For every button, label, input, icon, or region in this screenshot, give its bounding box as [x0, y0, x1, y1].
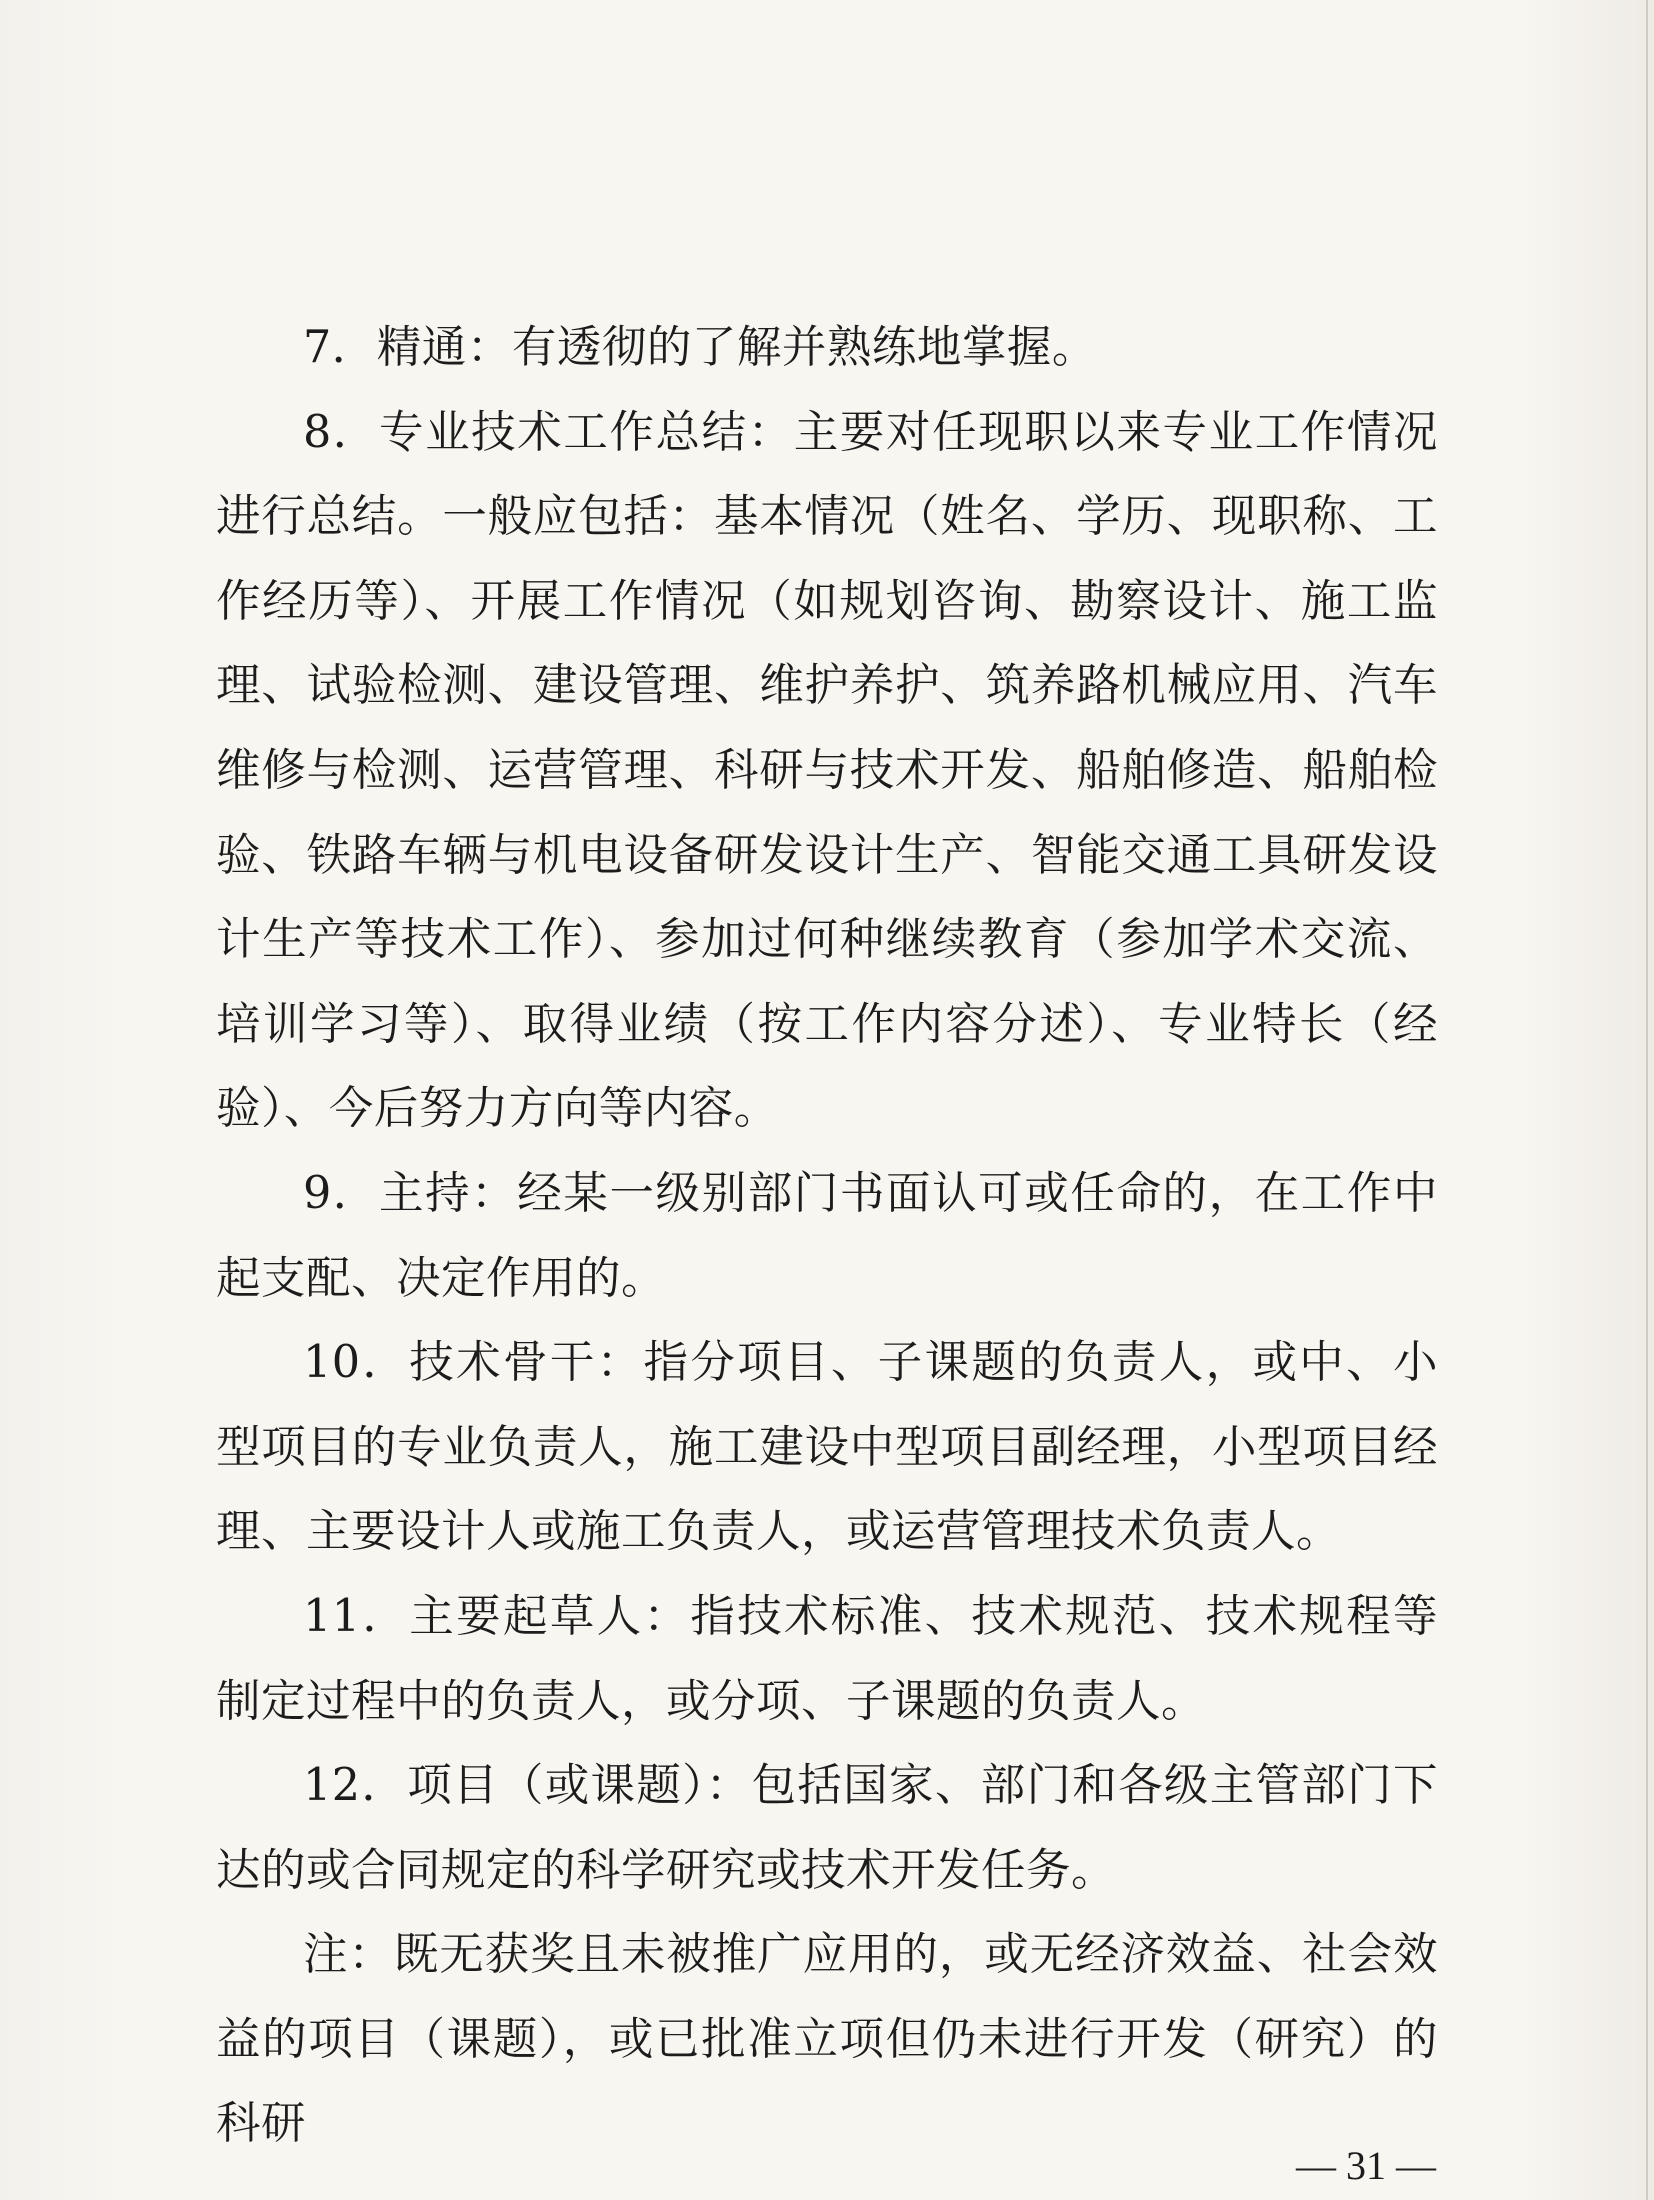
paragraph-7: 7．精通：有透彻的了解并熟练地掌握。	[303, 322, 1097, 373]
paragraph-11: 11．主要起草人：指技术标准、技术规范、技术规程等制定过程中的负责人，或分项、子课题的负责人。	[216, 1590, 1438, 1727]
document-body	[216, 306, 1438, 2167]
paragraph-9: 9．主持：经某一级别部门书面认可或任命的，在工作中起支配、决定作用的。	[216, 1167, 1438, 1304]
page-number: — 31 —	[1296, 2143, 1436, 2188]
paragraph-12: 12．项目（或课题）：包括国家、部门和各级主管部门下达的或合同规定的科学研究或技术开发任务。	[216, 1760, 1438, 1896]
note-paragraph: 注：既无获奖且未被推广应用的，或无经济效益、社会效益的项目（课题），或已批准立项但仍未进行开发（研究）的科研	[216, 1929, 1438, 2150]
page-edge-line	[1646, 0, 1648, 2200]
paragraph-8: 8．专业技术工作总结：主要对任现职以来专业工作情况进行总结。一般应包括：基本情况（姓名、学历、现职称、工作经历等）、开展工作情况（如规划咨询、勘察设计、施工监理、试验检测、建设管理、维护养护、筑养路机械应用、汽车维修与检测、运营管理、科研与技术开发、船舶修造、船舶检验、铁路车辆与机电设备研发设计生产、智能交通工具研发设计生产等技术工作）、参加过何种继续教育（参加学术交流、培训学习等）、取得业绩（按工作内容分述）、专业特长（经验）、今后努力方向等内容。	[216, 406, 1438, 1135]
paragraph-10: 10．技术骨干：指分项目、子课题的负责人，或中、小型项目的专业负责人，施工建设中型项目副经理，小型项目经理、主要设计人或施工负责人，或运营管理技术负责人。	[216, 1337, 1438, 1558]
